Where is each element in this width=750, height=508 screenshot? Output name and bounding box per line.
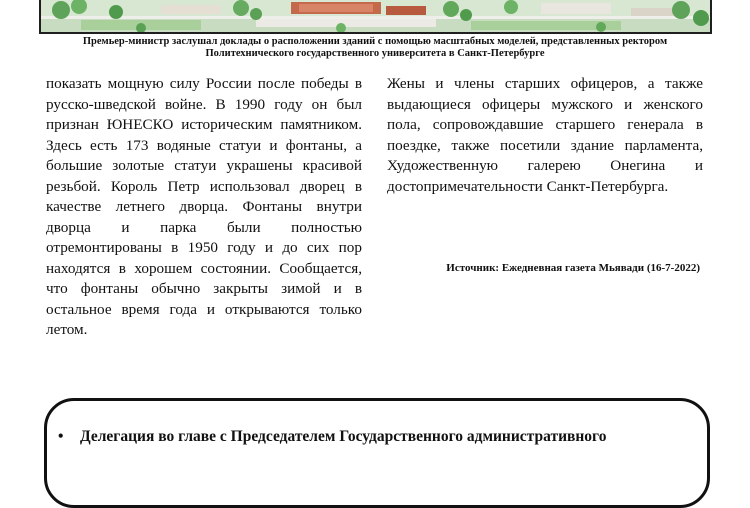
photo-caption: Премьер-министр заслушал доклады о расположении зданий с помощью масштабных моделей, представленных ректором Политехнического государственного университета в Санкт-Петербурге: [82, 36, 668, 59]
bullet-item: [58, 427, 708, 447]
article-right-column: [387, 74, 703, 197]
bullet-symbol: •: [58, 428, 64, 445]
summary-box: [44, 398, 710, 508]
right-column-text: Жены и члены старших офицеров, а также выдающиеся офицеры мужского и женского пола, сопровождавшие старшего генерала в поездке, также посетили здание парламента, Художественную галерею Онегина и достопримечательности Санкт-Петербурга.: [387, 75, 703, 195]
left-column-text: показать мощную силу России после победы в русско-шведской войне. В 1990 году он был признан ЮНЕСКО историческим памятником. Здесь есть 173 водяные статуи и фонтаны, а большие золотые статуи украшены красивой резьбой. Король Петр использовал дворец в качестве летнего дворца. Фонтаны внутри дворца и парка были полностью отремонтированы в 1950 году и до сих пор находятся в хорошем состоянии. Сообщается, что фонтаны обычно закрыты зимой и в остальное время года и открываются только летом.: [46, 75, 362, 338]
bullet-text: Делегация во главе с Председателем Государственного административного: [80, 428, 607, 445]
source-credit: Источник: Ежедневная газета Мьявади (16-7-2022): [446, 262, 700, 274]
campus-model-photo: [39, 0, 712, 34]
campus-model-illustration: [41, 0, 712, 34]
article-left-column: [46, 74, 362, 341]
